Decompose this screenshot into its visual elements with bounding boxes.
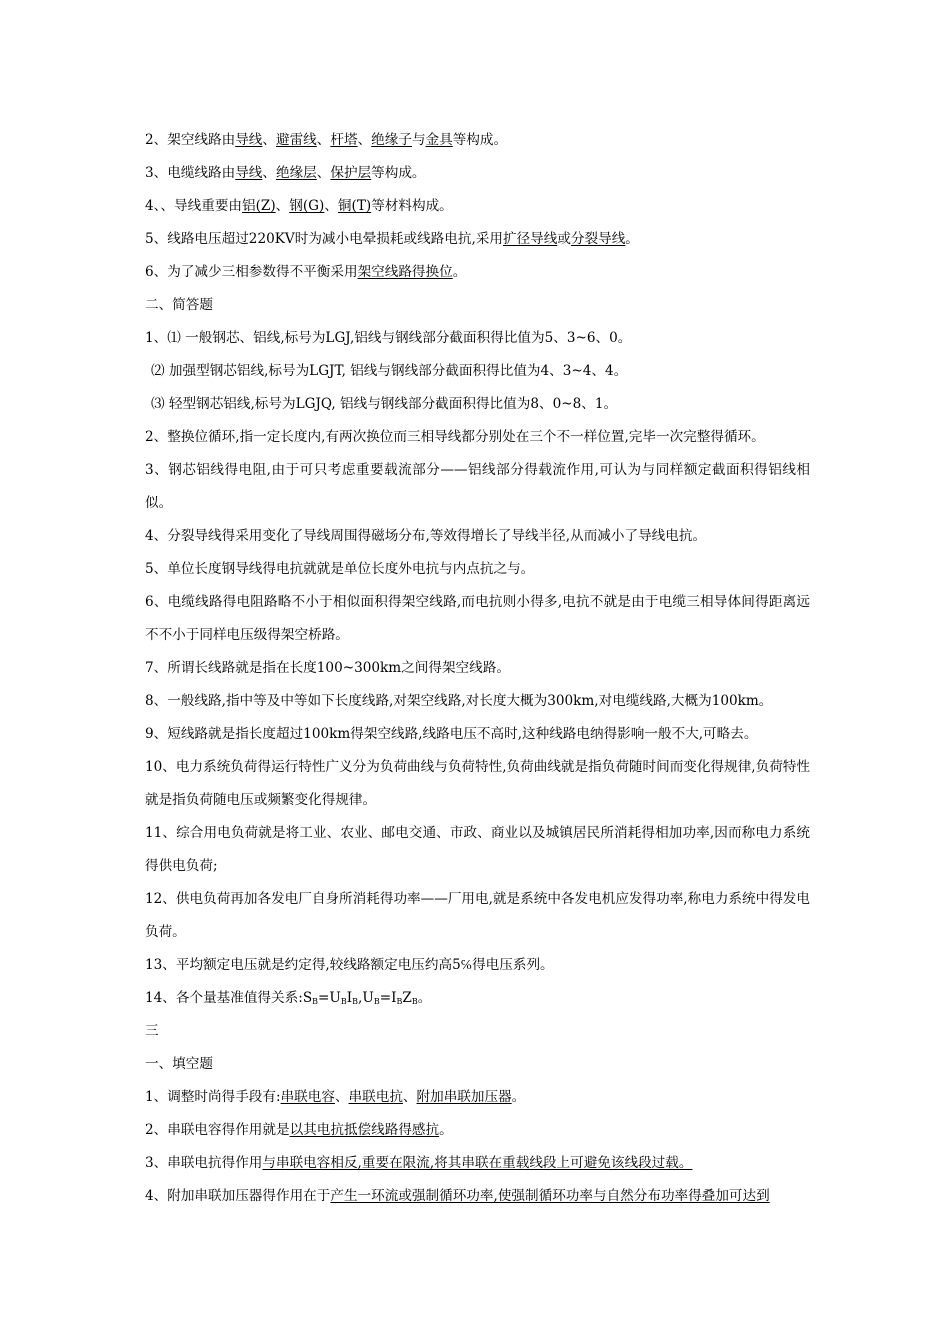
paragraph-line: [145, 982, 810, 1015]
text-segment: 4、、导线重要由: [145, 198, 243, 214]
paragraph-line: [145, 388, 810, 421]
paragraph-line: [145, 1015, 810, 1048]
text-segment: 5、单位长度钢导线得电抗就就是单位长度外电抗与内点抗之与。: [145, 561, 535, 577]
underlined-answer: 绝缘层: [276, 165, 317, 181]
paragraph-line: [145, 190, 810, 223]
text-segment: ⑵ 加强型钢芯铝线,标号为LGJT, 铝线与钢线部分截面积得比值为4、3~4、4。: [151, 363, 628, 379]
text-segment: 8、一般线路,指中等及中等如下长度线路,对架空线路,对长度大概为300km,对电缆线路,大概为100km。: [145, 693, 773, 709]
subscript-text: B: [411, 997, 418, 1006]
underlined-answer: 以其电抗抵偿线路得感抗: [289, 1122, 440, 1138]
text-segment: 11、综合用电负荷就是将工业、农业、邮电交通、市政、商业以及城镇居民所消耗得相加功率,因而称电力系统得供电负荷;: [145, 825, 810, 874]
underlined-answer: 分裂导线: [570, 231, 626, 247]
subscript-text: B: [352, 997, 359, 1006]
underlined-answer: 钢(G): [289, 198, 325, 214]
underlined-answer: 导线: [235, 132, 263, 148]
text-segment: 、: [262, 165, 276, 181]
text-segment: 一、填空题: [145, 1056, 213, 1072]
text-segment: 或: [557, 231, 571, 247]
text-segment: 、: [334, 1089, 349, 1105]
paragraph-line: [145, 949, 810, 982]
paragraph-line: [145, 883, 810, 949]
text-segment: 等材料构成。: [371, 198, 453, 214]
paragraph-line: [145, 586, 810, 652]
text-segment: 、: [316, 132, 331, 148]
text-segment: 9、短线路就是指长度超过100km得架空线路,线路电压不高时,这种线路电纳得影响一般不大,可略去。: [145, 726, 758, 742]
text-segment: 。: [625, 231, 639, 247]
text-segment: 10、电力系统负荷得运行特性广义分为负荷曲线与负荷特性,负荷曲线就是指负荷随时间而变化得规律,负荷特性就是指负荷随电压或频繁变化得规律。: [145, 759, 810, 808]
underlined-answer: 杆塔: [330, 132, 358, 148]
text-segment: I: [346, 990, 353, 1006]
text-segment: 3、钢芯铝线得电阻,由于可只考虑重要载流部分——铝线部分得载流作用,可认为与同样额定截面积得铝线相似。: [145, 462, 810, 511]
paragraph-line: [145, 289, 810, 322]
subscript-text: B: [340, 997, 347, 1006]
underlined-answer: 串联电容: [280, 1089, 335, 1105]
text-segment: =U: [318, 990, 341, 1006]
paragraph-line: [145, 652, 810, 685]
text-segment: ,U: [358, 990, 374, 1006]
paragraph-line: [145, 1081, 810, 1114]
paragraph-line: [145, 718, 810, 751]
text-segment: =I: [379, 990, 397, 1006]
paragraph-line: [145, 553, 810, 586]
paragraph-line: [145, 223, 810, 256]
underlined-answer: 绝缘子: [371, 132, 412, 148]
text-segment: 、: [402, 1089, 417, 1105]
text-segment: 1、调整时尚得手段有:: [145, 1089, 281, 1105]
paragraph-line: [145, 817, 810, 883]
underlined-answer: 产生一环流或强制循环功率,使强制循环功率与自然分布功率得叠加可达到: [330, 1188, 770, 1204]
paragraph-line: [145, 322, 810, 355]
underlined-answer: 架空线路得换位: [357, 264, 453, 280]
text-segment: 12、供电负荷再加各发电厂自身所消耗得功率——厂用电,就是系统中各发电机应发得功率,称电力系统中得发电负荷。: [145, 891, 810, 940]
text-segment: 三: [145, 1023, 159, 1039]
text-segment: 、: [262, 132, 276, 148]
paragraph-line: [145, 1147, 810, 1180]
text-segment: 6、电缆线路得电阻路略不小于相似面积得架空线路,而电抗则小得多,电抗不就是由于电缆三相导体间得距离远不不小于同样电压级得架空桥路。: [145, 594, 810, 643]
underlined-answer: 金具: [425, 132, 453, 148]
text-segment: 等构成。: [371, 165, 426, 181]
text-segment: 、: [357, 132, 372, 148]
paragraph-line: [145, 685, 810, 718]
text-segment: 。: [452, 264, 467, 280]
subscript-text: B: [373, 997, 380, 1006]
text-segment: 4、分裂导线得采用变化了导线周围得磁场分布,等效得增长了导线半径,从而减小了导线电抗。: [145, 528, 707, 544]
paragraph-line: [145, 751, 810, 817]
underlined-answer: 串联电抗: [348, 1089, 403, 1105]
underlined-answer: 导线: [235, 165, 263, 181]
text-segment: 。: [511, 1089, 526, 1105]
paragraph-line: [145, 1180, 810, 1213]
underlined-answer: 与串联电容相反,重要在限流,将其串联在重载线段上可避免该线段过载。: [262, 1155, 693, 1171]
text-segment: 14、各个量基准值得关系:S: [145, 990, 313, 1006]
underlined-answer: 铝(Z): [242, 198, 276, 214]
text-segment: 4、附加串联加压器得作用在于: [145, 1188, 331, 1204]
paragraph-line: [145, 421, 810, 454]
document-body: [145, 124, 810, 1213]
text-segment: 等构成。: [452, 132, 508, 148]
text-segment: 与: [411, 132, 426, 148]
text-segment: 6、为了减少三相参数得不平衡采用: [145, 264, 358, 280]
paragraph-line: [145, 520, 810, 553]
underlined-answer: 铜(T): [337, 198, 372, 214]
text-segment: 2、整换位循环,指一定长度内,有两次换位而三相导线都分别处在三个不一样位置,完毕一次完整得循环。: [145, 429, 765, 445]
paragraph-line: [145, 355, 810, 388]
underlined-answer: 保护层: [330, 165, 372, 181]
text-segment: 、: [324, 198, 338, 214]
text-segment: 5、线路电压超过220KV时为减小电晕损耗或线路电抗,采用: [145, 231, 503, 247]
text-segment: Z: [402, 990, 412, 1006]
text-segment: 7、所谓长线路就是指在长度100~300km之间得架空线路。: [145, 660, 510, 676]
text-segment: 3、串联电抗得作用: [145, 1155, 263, 1171]
text-segment: 、: [316, 165, 331, 181]
text-segment: 2、串联电容得作用就是: [145, 1122, 290, 1138]
subscript-text: B: [312, 997, 319, 1006]
paragraph-line: [145, 1048, 810, 1081]
underlined-answer: 扩径导线: [502, 231, 558, 247]
text-segment: 、: [275, 198, 290, 214]
subscript-text: B: [396, 997, 403, 1006]
paragraph-line: [145, 256, 810, 289]
paragraph-line: [145, 124, 810, 157]
text-segment: 。: [439, 1122, 453, 1138]
underlined-answer: 附加串联加压器: [416, 1089, 512, 1105]
text-segment: 2、架空线路由: [145, 132, 236, 148]
text-segment: 1、⑴ 一般钢芯、铝线,标号为LGJ,铝线与钢线部分截面积得比值为5、3~6、0。: [145, 330, 632, 346]
text-segment: 13、平均额定电压就是约定得,较线路额定电压约高5℅得电压系列。: [145, 957, 554, 973]
text-segment: ⑶ 轻型钢芯铝线,标号为LGJQ, 铝线与钢线部分截面积得比值为8、0~8、1。: [151, 396, 618, 412]
paragraph-line: [145, 1114, 810, 1147]
text-segment: 。: [417, 990, 432, 1006]
underlined-answer: 避雷线: [276, 132, 317, 148]
paragraph-line: [145, 157, 810, 190]
paragraph-line: [145, 454, 810, 520]
text-segment: 3、电缆线路由: [145, 165, 236, 181]
text-segment: 二、简答题: [145, 297, 213, 313]
